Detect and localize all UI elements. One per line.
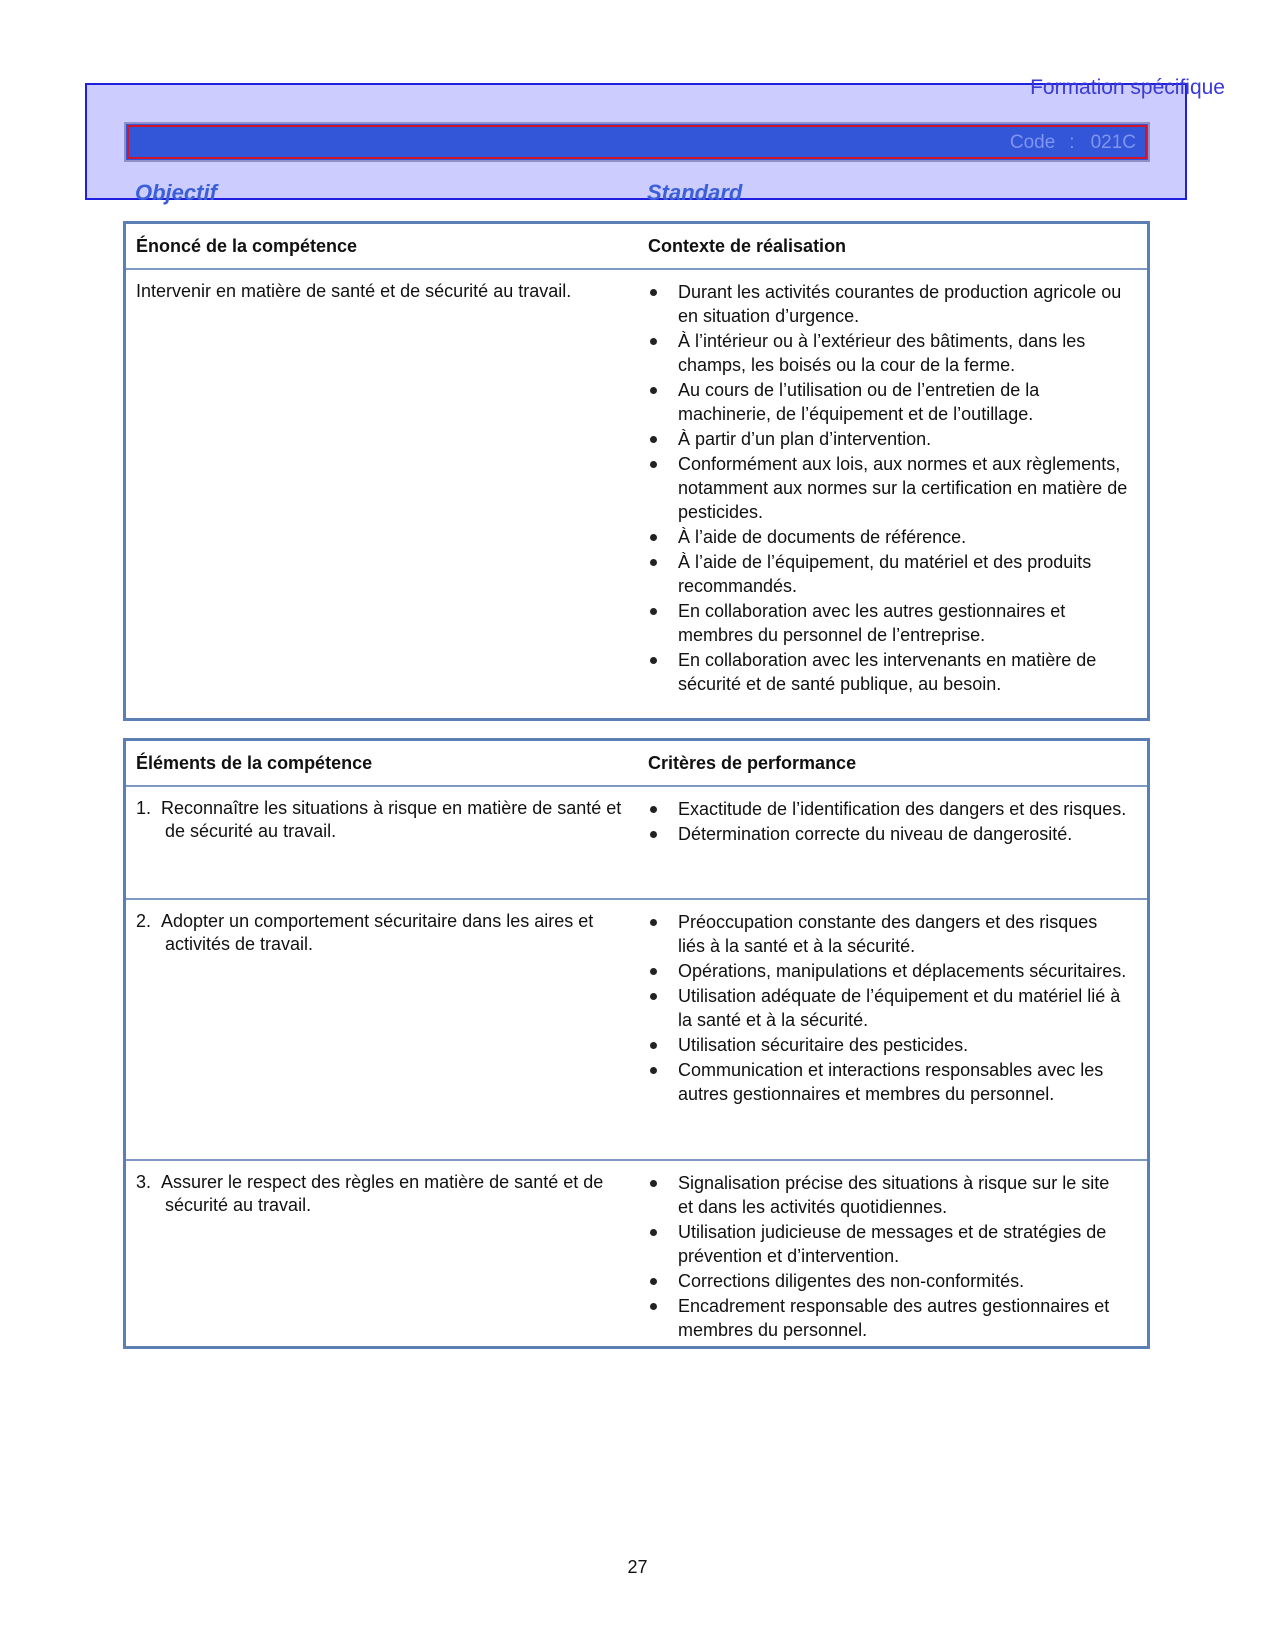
- list-item: Corrections diligentes des non-conformités.: [648, 1269, 1128, 1293]
- list-item: À l’intérieur ou à l’extérieur des bâtiments, dans les champs, les boisés ou la cour de la ferme.: [648, 329, 1128, 377]
- criteria-list: [648, 1171, 1128, 1343]
- code-value: 021C: [1090, 132, 1136, 153]
- list-item: Utilisation judicieuse de messages et de stratégies de prévention et d’intervention.: [648, 1220, 1128, 1268]
- list-item: Durant les activités courantes de production agricole ou en situation d’urgence.: [648, 280, 1128, 328]
- list-item: Conformément aux lois, aux normes et aux règlements, notamment aux normes sur la certification en matière de pesticides.: [648, 452, 1128, 524]
- elements-header: Éléments de la compétence: [136, 753, 373, 773]
- table-row: [126, 787, 1147, 898]
- table-row: [126, 1159, 1147, 1349]
- list-item: Signalisation précise des situations à risque sur le site et dans les activités quotidiennes.: [648, 1171, 1128, 1219]
- code-bar: [124, 122, 1150, 162]
- list-item: Communication et interactions responsables avec les autres gestionnaires et membres du personnel.: [648, 1058, 1128, 1106]
- element-3: 3. Assurer le respect des règles en matière de santé et de sécurité au travail.: [136, 1172, 604, 1215]
- context-header: Contexte de réalisation: [648, 236, 847, 256]
- list-item: Au cours de l’utilisation ou de l’entretien de la machinerie, de l’équipement et de l’outillage.: [648, 378, 1128, 426]
- performance-criteria-table: [123, 738, 1150, 1349]
- list-item: Exactitude de l’identification des dangers et des risques.: [648, 797, 1128, 821]
- list-item: Opérations, manipulations et déplacements sécuritaires.: [648, 959, 1128, 983]
- table-row: [126, 898, 1147, 1159]
- code-separator: :: [1069, 132, 1075, 153]
- list-item: En collaboration avec les intervenants en matière de sécurité et de santé publique, au besoin.: [648, 648, 1128, 696]
- competency-statement: Intervenir en matière de santé et de sécurité au travail.: [136, 281, 572, 301]
- list-item: Détermination correcte du niveau de dangerosité.: [648, 822, 1128, 846]
- objective-label: Objectif: [135, 180, 217, 205]
- statement-header: Énoncé de la compétence: [136, 236, 358, 256]
- list-item: Utilisation sécuritaire des pesticides.: [648, 1033, 1128, 1057]
- list-item: Encadrement responsable des autres gestionnaires et membres du personnel.: [648, 1294, 1128, 1342]
- list-item: À l’aide de documents de référence.: [648, 525, 1128, 549]
- competency-code: [1010, 132, 1136, 154]
- table-header: [126, 741, 1147, 787]
- list-item: En collaboration avec les autres gestionnaires et membres du personnel de l’entreprise.: [648, 599, 1128, 647]
- list-item: Préoccupation constante des dangers et des risques liés à la santé et à la sécurité.: [648, 910, 1128, 958]
- context-list: [648, 280, 1128, 697]
- list-item: À partir d’un plan d’intervention.: [648, 427, 1128, 451]
- list-item: Utilisation adéquate de l’équipement et du matériel lié à la santé et à la sécurité.: [648, 984, 1128, 1032]
- program-title: Formation spécifique: [1030, 76, 1225, 99]
- table-header: [126, 224, 1147, 270]
- criteria-header: Critères de performance: [648, 753, 857, 773]
- element-2: 2. Adopter un comportement sécuritaire dans les aires et activités de travail.: [136, 911, 594, 954]
- standard-label: Standard: [647, 180, 743, 205]
- code-label: Code: [1009, 132, 1056, 153]
- page-number: 27: [627, 1557, 648, 1577]
- list-item: À l’aide de l’équipement, du matériel et des produits recommandés.: [648, 550, 1128, 598]
- criteria-list: [648, 797, 1128, 847]
- element-1: 1. Reconnaître les situations à risque en matière de santé et de sécurité au travail.: [136, 798, 622, 841]
- competency-statement-table: [123, 221, 1150, 721]
- table-row: [126, 270, 1147, 720]
- criteria-list: [648, 910, 1128, 1107]
